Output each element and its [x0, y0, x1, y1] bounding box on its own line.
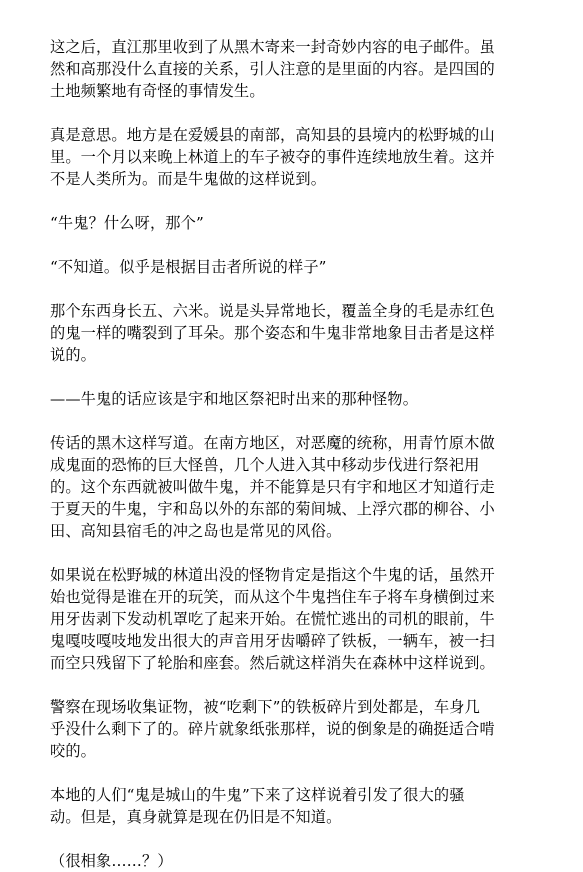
text-line: 真是意思。地方是在爱媛县的南部，高知县的县境内的松野城的山	[50, 126, 495, 144]
text-line: 动。但是，真身就算是现在仍旧是不知道。	[50, 808, 342, 826]
text-line: 始也觉得是谁在开的玩笑，而从这个牛鬼挡住车子将车身横倒过来	[50, 588, 495, 606]
paragraph-incident	[50, 124, 545, 190]
text-line: 的鬼一样的嘴裂到了耳朵。那个姿态和牛鬼非常地象目击者是这样	[50, 324, 495, 342]
paragraph-dialogue-answer	[50, 256, 545, 278]
text-line: 如果说在松野城的林道出没的怪物肯定是指这个牛鬼的话，虽然开	[50, 566, 495, 584]
text-line: 鬼嘎吱嘎吱地发出很大的声音用牙齿嚼碎了铁板，一辆车，被一扫	[50, 632, 495, 650]
text-line: 于夏天的牛鬼，宇和岛以外的东部的菊间城、上浮穴郡的柳谷、小	[50, 500, 495, 518]
text-line: 不是人类所为。而是牛鬼做的这样说到。	[50, 170, 327, 188]
text-line: 咬的。	[50, 742, 97, 760]
text-line: 警察在现场收集证物，被“吃剩下”的铁板碎片到处都是，车身几	[50, 698, 480, 716]
text-line: “不知道。似乎是根据目击者所说的样子”	[50, 258, 327, 276]
text-line: 然和高那没什么直接的关系，引人注意的是里面的内容。是四国的	[50, 60, 495, 78]
text-line: （很相象……？）	[50, 852, 173, 870]
paragraph-dialogue-question	[50, 212, 545, 234]
text-line: 乎没什么剩下了的。碎片就象纸张那样，说的倒象是的确挺适合啃	[50, 720, 495, 738]
text-line: 成鬼面的恐怖的巨大怪兽，几个人进入其中移动步伐进行祭祀用	[50, 456, 480, 474]
text-line: 用牙齿剥下发动机罩吃了起来开始。在慌忙逃出的司机的眼前，牛	[50, 610, 495, 628]
paragraph-thought	[50, 850, 545, 872]
text-line: 里。一个月以来晚上林道上的车子被夺的事件连续地放生着。这并	[50, 148, 495, 166]
text-line: “牛鬼？什么呀，那个”	[50, 214, 204, 232]
paragraph-attack	[50, 564, 545, 674]
text-line: 这之后，直江那里收到了从黑木寄来一封奇妙内容的电子邮件。虽	[50, 38, 495, 56]
paragraph-dash-note	[50, 388, 545, 410]
paragraph-email	[50, 36, 545, 102]
text-line: 那个东西身长五、六米。说是头异常地长，覆盖全身的毛是赤红色	[50, 302, 495, 320]
text-line: 说的。	[50, 346, 97, 364]
text-line: 本地的人们“鬼是城山的牛鬼”下来了这样说着引发了很大的骚	[50, 786, 465, 804]
text-line: 的。这个东西就被叫做牛鬼，并不能算是只有宇和地区才知道行走	[50, 478, 495, 496]
paragraph-locals	[50, 784, 545, 828]
text-line: 土地频繁地有奇怪的事情发生。	[50, 82, 265, 100]
paragraph-police	[50, 696, 545, 762]
text-line: ——牛鬼的话应该是宇和地区祭祀时出来的那种怪物。	[50, 390, 419, 408]
paragraph-legend	[50, 432, 545, 542]
text-line: 而空只残留下了轮胎和座套。然后就这样消失在森林中这样说到。	[50, 654, 495, 672]
text-line: 田、高知县宿毛的冲之岛也是常见的风俗。	[50, 522, 342, 540]
text-line: 传话的黑木这样写道。在南方地区，对恶魔的统称，用青竹原木做	[50, 434, 495, 452]
paragraph-description	[50, 300, 545, 366]
